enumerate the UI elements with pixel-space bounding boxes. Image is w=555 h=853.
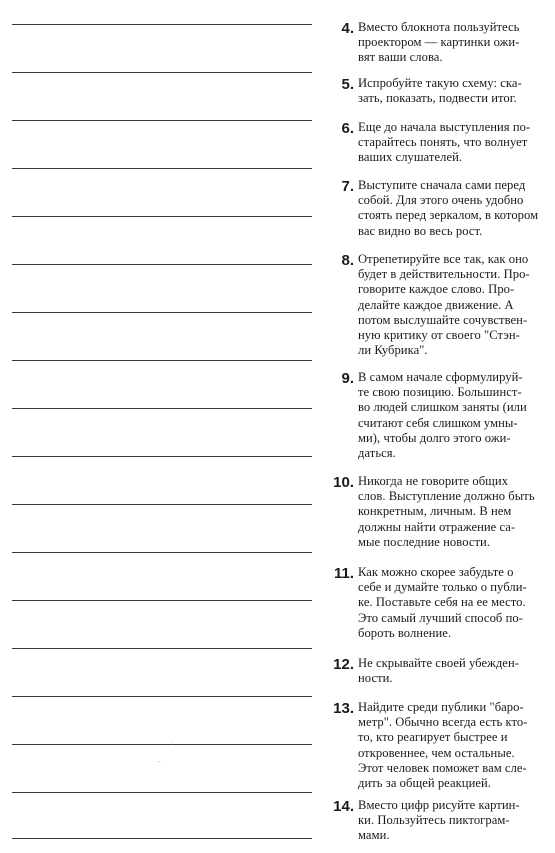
note-line bbox=[12, 264, 312, 265]
tip-number: 9. bbox=[341, 370, 354, 387]
paper-speck: - bbox=[158, 757, 161, 766]
tip-number: 14. bbox=[333, 798, 354, 815]
tip-text: Никогда не говорите общих слов. Выступление должно быть конкретным, личным. В нем должны найти отражение са- мые последние новости. bbox=[358, 474, 535, 549]
tip-number: 5. bbox=[341, 76, 354, 93]
note-line bbox=[12, 408, 312, 409]
tips-list bbox=[326, 0, 544, 853]
tip-7 bbox=[326, 178, 544, 239]
note-line bbox=[12, 600, 312, 601]
tip-6 bbox=[326, 120, 544, 166]
note-line bbox=[12, 696, 312, 697]
note-line bbox=[12, 312, 312, 313]
tip-text: Выступите сначала сами перед собой. Для этого очень удобно стоять перед зеркалом, в котором вас видно во весь рост. bbox=[358, 178, 539, 238]
tip-text: В самом начале сформулируй- те свою позицию. Большинст- во людей слишком заняты (или считают себя слишком умны- ми), чтобы долго этого ожи- даться. bbox=[358, 370, 527, 461]
tip-number: 8. bbox=[341, 252, 354, 269]
note-line bbox=[12, 838, 312, 839]
note-line bbox=[12, 552, 312, 553]
tip-12 bbox=[326, 656, 544, 686]
tip-text: Еще до начала выступления по- старайтесь понять, что волнует ваших слушателей. bbox=[358, 120, 531, 165]
note-line bbox=[12, 504, 312, 505]
note-line bbox=[12, 24, 312, 25]
tip-9 bbox=[326, 370, 544, 461]
tip-text: Не скрывайте своей убежден- ности. bbox=[358, 656, 519, 686]
tip-number: 11. bbox=[333, 565, 354, 582]
tip-number: 12. bbox=[333, 656, 354, 673]
note-line bbox=[12, 216, 312, 217]
tip-text: Вместо блокнота пользуйтесь проектором — картинки ожи- вят ваши слова. bbox=[358, 20, 520, 65]
tip-5 bbox=[326, 76, 544, 106]
tip-text: Испробуйте такую схему: ска- зать, показать, подвести итог. bbox=[358, 76, 522, 106]
tip-number: 6. bbox=[341, 120, 354, 137]
tip-8 bbox=[326, 252, 544, 358]
tip-14 bbox=[326, 798, 544, 844]
note-line bbox=[12, 792, 312, 793]
note-line bbox=[12, 168, 312, 169]
note-line bbox=[12, 120, 312, 121]
tip-text: Отрепетируйте все так, как оно будет в действительности. Про- говорите каждое слово. Про- делайте каждое движение. А потом выслушайте сочувствен- ную критику от своего "Стэн- ли Кубрика". bbox=[358, 252, 530, 358]
tip-number: 10. bbox=[333, 474, 354, 491]
tip-text: Найдите среди публики "баро- метр". Обычно всегда есть кто- то, кто реагирует быстрее и откровеннее, чем остальные. Этот человек поможет вам сле- дить за общей реакцией. bbox=[358, 700, 528, 791]
tip-11 bbox=[326, 565, 544, 641]
note-line bbox=[12, 648, 312, 649]
note-line bbox=[12, 360, 312, 361]
paper-speck: · bbox=[170, 740, 173, 749]
tip-4 bbox=[326, 20, 544, 66]
tip-number: 4. bbox=[341, 20, 354, 37]
tip-number: 13. bbox=[333, 700, 354, 717]
note-line bbox=[12, 72, 312, 73]
tip-13 bbox=[326, 700, 544, 791]
note-line bbox=[12, 744, 312, 745]
note-line bbox=[12, 456, 312, 457]
tip-text: Вместо цифр рисуйте картин- ки. Пользуйтесь пиктограм- мами. bbox=[358, 798, 520, 843]
tip-10 bbox=[326, 474, 544, 550]
note-lines-column bbox=[12, 0, 312, 853]
tip-number: 7. bbox=[341, 178, 354, 195]
tip-text: Как можно скорее забудьте о себе и думайте только о публи- ке. Поставьте себя на ее место. Это самый лучший способ по- бороть волнение. bbox=[358, 565, 527, 640]
